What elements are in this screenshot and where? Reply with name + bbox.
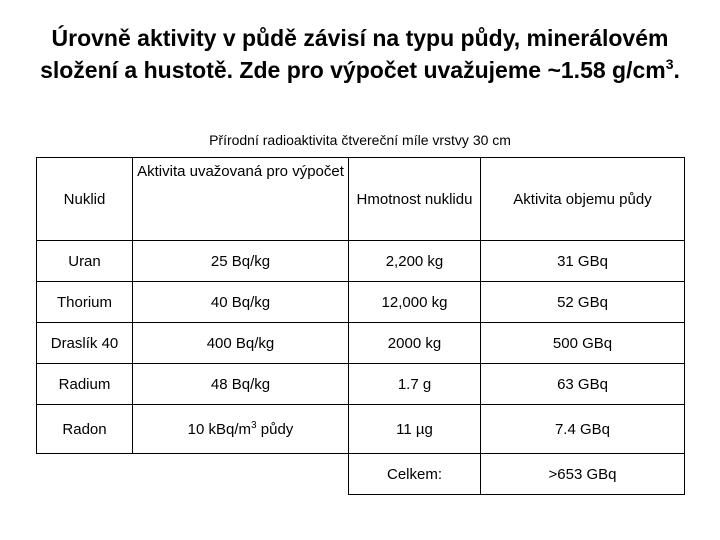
cell-volume-activity: 52 GBq xyxy=(481,282,685,323)
table-row xyxy=(37,241,685,282)
cell-activity: 400 Bq/kg xyxy=(133,323,349,364)
table-row xyxy=(37,323,685,364)
cell-activity: 40 Bq/kg xyxy=(133,282,349,323)
title-line-1: Úrovně aktivity v půdě závisí na typu půdy, minerálovém xyxy=(51,25,669,51)
total-value: >653 GBq xyxy=(481,454,685,495)
empty-cell xyxy=(37,454,349,495)
table-caption: Přírodní radioaktivita čtvereční míle vrstvy 30 cm xyxy=(209,132,511,148)
table-header-row xyxy=(37,158,685,241)
header-volume-activity: Aktivita objemu půdy xyxy=(481,158,685,241)
cell-nuclide: Radon xyxy=(37,405,133,454)
cell-activity: 48 Bq/kg xyxy=(133,364,349,405)
title-line-2 xyxy=(0,54,720,86)
radon-activity-unit: půdy xyxy=(256,420,294,438)
total-label: Celkem: xyxy=(349,454,481,495)
cell-mass: 1.7 g xyxy=(349,364,481,405)
header-nuclide: Nuklid xyxy=(37,158,133,241)
cell-volume-activity: 7.4 GBq xyxy=(481,405,685,454)
cell-mass: 11 µg xyxy=(349,405,481,454)
cell-volume-activity: 500 GBq xyxy=(481,323,685,364)
table-row xyxy=(37,364,685,405)
header-activity: Aktivita uvažovaná pro výpočet xyxy=(133,158,349,241)
title-line-2-end: . xyxy=(673,57,680,83)
radon-activity-value: 10 kBq/m xyxy=(187,420,252,438)
cell-mass: 2,200 kg xyxy=(349,241,481,282)
cell-volume-activity: 63 GBq xyxy=(481,364,685,405)
table-row xyxy=(37,405,685,454)
cell-volume-activity: 31 GBq xyxy=(481,241,685,282)
slide-title xyxy=(0,22,720,86)
cell-nuclide: Draslík 40 xyxy=(37,323,133,364)
cell-activity xyxy=(133,405,349,454)
cell-mass: 12,000 kg xyxy=(349,282,481,323)
cell-nuclide: Uran xyxy=(37,241,133,282)
cell-nuclide: Radium xyxy=(37,364,133,405)
cell-mass: 2000 kg xyxy=(349,323,481,364)
cell-nuclide: Thorium xyxy=(37,282,133,323)
table-total-row xyxy=(37,454,685,495)
table-row xyxy=(37,282,685,323)
title-line-2-text: složení a hustotě. Zde pro výpočet uvažujeme ~1.58 g/cm xyxy=(40,57,666,83)
radioactivity-table xyxy=(36,157,685,495)
cell-activity: 25 Bq/kg xyxy=(133,241,349,282)
title-superscript: 3 xyxy=(665,56,674,72)
radon-activity-superscript: 3 xyxy=(251,419,257,431)
header-mass: Hmotnost nuklidu xyxy=(349,158,481,241)
